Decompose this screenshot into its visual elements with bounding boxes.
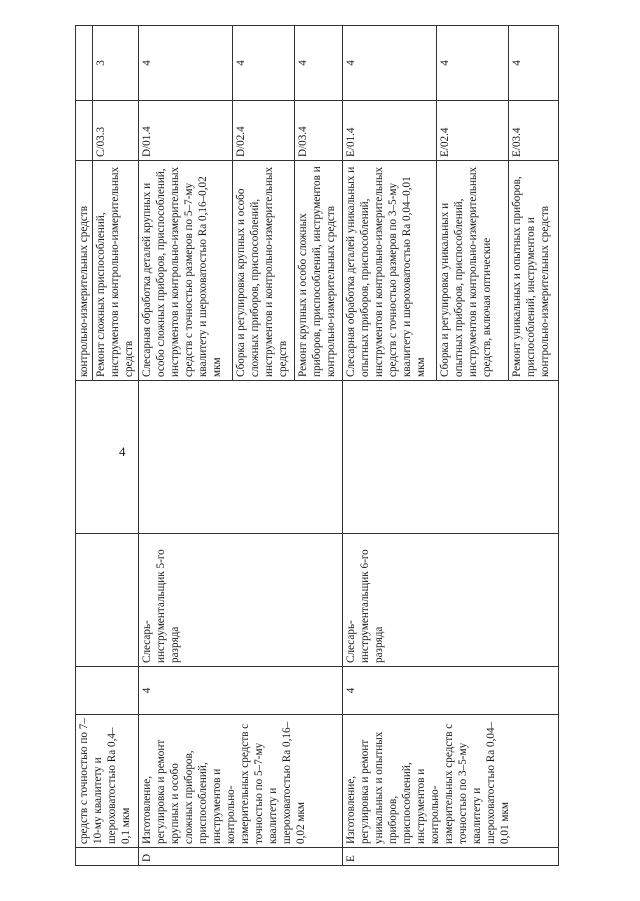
sublevel: 3 [93, 26, 139, 101]
labor-function: Сборка и регулировка крупных и особо сложных приборов, приспособлений, инструментов и контрольно-измерительных средств [233, 161, 295, 381]
empty-cell [139, 381, 343, 534]
code-cell [76, 848, 139, 866]
sublevel: 4 [295, 26, 343, 101]
table-row [139, 26, 233, 866]
sublevel: 4 [139, 26, 233, 101]
general-function-name: Изготовление, регулировка и ремонт уникальных и опытных приборов, приспособлений, инструментов и контрольно-измерительных средств с точностью по 3–5-му квалитету и шероховатостью Ra 0,04–0,01 мкм [343, 715, 559, 848]
general-function-name: Изготовление, регулировка и ремонт крупных и особо сложных приборов, приспособлений, инструментов и контрольно-измерительных средств с точностью по 5–7-му квалитету и шероховатостью Ra 0,16–0,02 мкм [139, 715, 343, 848]
sublevel: 4 [233, 26, 295, 101]
function-code: E/02.4 [437, 101, 509, 161]
general-function-code: D [139, 848, 343, 866]
function-code: D/01.4 [139, 101, 233, 161]
labor-function: Ремонт сложных приспособлений, инструментов и контрольно-измерительных средств [93, 161, 139, 381]
labor-function: Слесарная обработка деталей крупных и особо сложных приборов, приспособлений, инструментов и контрольно-измерительных средств с точностью размеров по 5–7-му квалитету и шероховатостью Ra 0,16–0,02 мкм [139, 161, 233, 381]
functions-table [75, 25, 559, 866]
function-code: E/03.4 [509, 101, 559, 161]
qualification-level: 4 [139, 667, 343, 715]
function-code: D/03.4 [295, 101, 343, 161]
position-name: Слесарь-инструментальщик 6-го разряда [343, 534, 559, 667]
sublevel [76, 26, 93, 101]
general-function-code: E [343, 848, 559, 866]
sublevel: 4 [437, 26, 509, 101]
rotated-table-wrapper [75, 26, 615, 866]
empty-cell [76, 381, 139, 534]
function-code: C/03.3 [93, 101, 139, 161]
labor-function: Сборка и регулировка уникальных и опытных приборов, приспособлений, инструментов и контрольно-измерительных средств, включая оптические [437, 161, 509, 381]
table-row [76, 26, 93, 866]
function-code: D/02.4 [233, 101, 295, 161]
labor-function: контрольно-измерительных средств [76, 161, 93, 381]
labor-function: Ремонт уникальных и опытных приборов, приспособлений, инструментов и контрольно-измерительных средств [509, 161, 559, 381]
position-name: Слесарь-инструментальщик 5-го разряда [139, 534, 343, 667]
page-number: 4 [119, 444, 126, 459]
sublevel: 4 [343, 26, 437, 101]
labor-function: Слесарная обработка деталей уникальных и опытных приборов, приспособлений, инструментов и контрольно-измерительных средств с точностью размеров по 3–5-му квалитету и шероховатостью Ra 0,04–0,01 мкм [343, 161, 437, 381]
level-cell [76, 667, 139, 715]
function-code [76, 101, 93, 161]
empty-cell [343, 381, 559, 534]
position-cell [76, 534, 139, 667]
sublevel: 4 [509, 26, 559, 101]
function-code: E/01.4 [343, 101, 437, 161]
general-function-name: средств с точностью по 7–10-му квалитету и шероховатостью Ra 0,4–0,1 мкм [76, 715, 139, 848]
labor-function: Ремонт крупных и особо сложных приборов, приспособлений, инструментов и контрольно-измерительных средств [295, 161, 343, 381]
table-row [343, 26, 437, 866]
qualification-level: 4 [343, 667, 559, 715]
